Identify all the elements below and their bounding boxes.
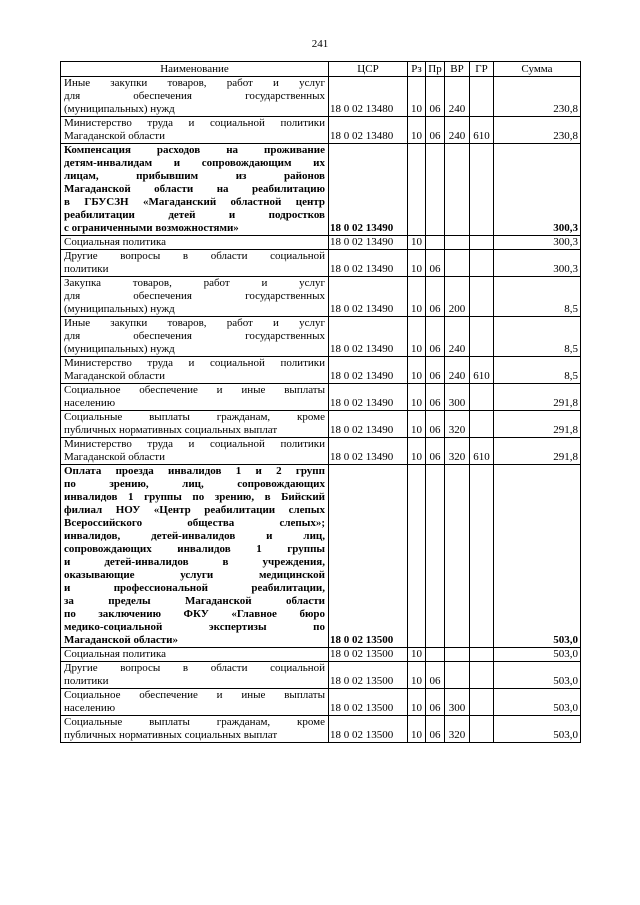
row-pr: 06	[426, 357, 445, 384]
row-rz: 10	[408, 411, 426, 438]
row-name-line: населению	[64, 702, 116, 714]
row-vr	[445, 144, 470, 236]
row-name	[61, 277, 329, 317]
table-row	[61, 144, 581, 236]
row-csr: 18 0 02 13490	[329, 236, 408, 250]
row-csr: 18 0 02 13500	[329, 465, 408, 648]
row-rz: 10	[408, 357, 426, 384]
table-row	[61, 77, 581, 117]
row-gr	[470, 648, 494, 662]
row-csr: 18 0 02 13490	[329, 144, 408, 236]
row-name-line: Иные закупки товаров, работ и услуг	[64, 317, 325, 329]
row-name	[61, 662, 329, 689]
row-gr	[470, 384, 494, 411]
row-rz: 10	[408, 317, 426, 357]
row-rz: 10	[408, 77, 426, 117]
row-csr: 18 0 02 13500	[329, 716, 408, 743]
row-name-line: инвалидов, детей-инвалидов и лиц,	[64, 530, 325, 542]
row-gr	[470, 689, 494, 716]
row-sum: 300,3	[494, 236, 581, 250]
row-gr	[470, 77, 494, 117]
row-gr	[470, 277, 494, 317]
row-name-line: реабилитации детей и подростков	[64, 209, 325, 221]
row-name-line: по заключению ФКУ «Главное бюро	[64, 608, 325, 620]
header-name: Наименование	[61, 62, 329, 77]
row-vr	[445, 236, 470, 250]
header-rz: Рз	[408, 62, 426, 77]
row-name-line: Социальные выплаты гражданам, кроме	[64, 411, 325, 423]
row-name-line: Магаданской области	[64, 130, 165, 142]
row-pr: 06	[426, 716, 445, 743]
table-row	[61, 117, 581, 144]
row-pr	[426, 465, 445, 648]
row-name-line: в ГБУСЗН «Магаданский областной центр	[64, 196, 325, 208]
row-gr	[470, 236, 494, 250]
row-rz: 10	[408, 277, 426, 317]
row-name-line: Социальные выплаты гражданам, кроме	[64, 716, 325, 728]
row-pr	[426, 144, 445, 236]
row-vr: 240	[445, 357, 470, 384]
row-rz: 10	[408, 236, 426, 250]
row-sum: 300,3	[494, 144, 581, 236]
row-name-line: Министерство труда и социальной политики	[64, 438, 325, 450]
row-gr	[470, 144, 494, 236]
row-name-line: оказывающие услуги медицинской	[64, 569, 325, 581]
row-gr: 610	[470, 117, 494, 144]
row-name-line: Социальное обеспечение и иные выплаты	[64, 384, 325, 396]
row-name	[61, 465, 329, 648]
row-csr: 18 0 02 13480	[329, 77, 408, 117]
row-name-line: для обеспечения государственных	[64, 290, 325, 302]
row-sum: 503,0	[494, 648, 581, 662]
row-name-line: для обеспечения государственных	[64, 90, 325, 102]
row-csr: 18 0 02 13490	[329, 250, 408, 277]
row-name	[61, 144, 329, 236]
row-pr: 06	[426, 317, 445, 357]
row-vr: 320	[445, 716, 470, 743]
row-sum: 503,0	[494, 662, 581, 689]
row-sum: 503,0	[494, 716, 581, 743]
row-gr	[470, 662, 494, 689]
row-name-line: (муниципальных) нужд	[64, 303, 175, 315]
row-name-line: медико-социальной экспертизы по	[64, 621, 325, 633]
row-pr: 06	[426, 277, 445, 317]
row-pr: 06	[426, 689, 445, 716]
row-name-line: публичных нормативных социальных выплат	[64, 729, 278, 741]
row-gr: 610	[470, 357, 494, 384]
table-row	[61, 689, 581, 716]
row-name-line: лицам, прибывшим из районов	[64, 170, 325, 182]
row-name-line: (муниципальных) нужд	[64, 343, 175, 355]
row-name	[61, 411, 329, 438]
row-name-line: Магаданской области	[64, 451, 165, 463]
row-gr	[470, 716, 494, 743]
row-csr: 18 0 02 13490	[329, 357, 408, 384]
row-name-line: и профессиональной реабилитации,	[64, 582, 325, 594]
row-rz	[408, 465, 426, 648]
row-pr: 06	[426, 117, 445, 144]
row-name	[61, 357, 329, 384]
row-name-line: политики	[64, 263, 109, 275]
row-name	[61, 317, 329, 357]
row-csr: 18 0 02 13490	[329, 438, 408, 465]
row-name	[61, 648, 329, 662]
row-name-line: сопровождающих инвалидов 1 группы	[64, 543, 325, 555]
row-pr: 06	[426, 438, 445, 465]
row-pr	[426, 648, 445, 662]
page-number: 241	[311, 38, 329, 50]
row-sum: 8,5	[494, 277, 581, 317]
row-vr: 320	[445, 411, 470, 438]
budget-table	[60, 61, 581, 743]
row-csr: 18 0 02 13490	[329, 317, 408, 357]
row-pr	[426, 236, 445, 250]
row-rz: 10	[408, 438, 426, 465]
row-rz: 10	[408, 117, 426, 144]
row-name-line: (муниципальных) нужд	[64, 103, 175, 115]
row-pr: 06	[426, 662, 445, 689]
row-pr: 06	[426, 384, 445, 411]
row-name-line: и детей-инвалидов в учреждения,	[64, 556, 325, 568]
row-vr: 320	[445, 438, 470, 465]
table-row	[61, 277, 581, 317]
row-name-line: Закупка товаров, работ и услуг	[64, 277, 325, 289]
row-gr	[470, 317, 494, 357]
row-rz	[408, 144, 426, 236]
table-row	[61, 662, 581, 689]
row-name-line: Министерство труда и социальной политики	[64, 357, 325, 369]
row-pr: 06	[426, 250, 445, 277]
header-sum: Сумма	[494, 62, 581, 77]
row-csr: 18 0 02 13500	[329, 689, 408, 716]
row-rz: 10	[408, 384, 426, 411]
row-sum: 230,8	[494, 77, 581, 117]
table-row	[61, 357, 581, 384]
row-sum: 8,5	[494, 357, 581, 384]
row-gr	[470, 411, 494, 438]
table-body	[61, 77, 581, 743]
row-rz: 10	[408, 689, 426, 716]
row-name	[61, 77, 329, 117]
row-vr	[445, 648, 470, 662]
row-name	[61, 236, 329, 250]
header-pr: Пр	[426, 62, 445, 77]
row-name-line: Другие вопросы в области социальной	[64, 662, 325, 674]
row-name	[61, 384, 329, 411]
row-name	[61, 716, 329, 743]
row-name-line: Другие вопросы в области социальной	[64, 250, 325, 262]
row-name-line: детям-инвалидам и сопровождающим их	[64, 157, 325, 169]
row-rz: 10	[408, 648, 426, 662]
table-row	[61, 236, 581, 250]
header-vr: ВР	[445, 62, 470, 77]
row-name-line: по зрению, лиц, сопровождающих	[64, 478, 325, 490]
header-csr: ЦСР	[329, 62, 408, 77]
row-sum: 300,3	[494, 250, 581, 277]
table-row	[61, 250, 581, 277]
row-name-line: Иные закупки товаров, работ и услуг	[64, 77, 325, 89]
row-name-line: населению	[64, 397, 116, 409]
row-name-line: Компенсация расходов на проживание	[64, 144, 325, 156]
table-row	[61, 465, 581, 648]
row-name-line: Социальная политика	[64, 236, 167, 248]
row-rz: 10	[408, 250, 426, 277]
row-sum: 291,8	[494, 411, 581, 438]
row-rz: 10	[408, 662, 426, 689]
row-vr	[445, 465, 470, 648]
row-gr	[470, 465, 494, 648]
row-sum: 230,8	[494, 117, 581, 144]
row-pr: 06	[426, 411, 445, 438]
row-csr: 18 0 02 13490	[329, 384, 408, 411]
table-row	[61, 384, 581, 411]
row-rz: 10	[408, 716, 426, 743]
row-name-line: политики	[64, 675, 109, 687]
row-vr	[445, 250, 470, 277]
row-name-line: Социальное обеспечение и иные выплаты	[64, 689, 325, 701]
row-sum: 8,5	[494, 317, 581, 357]
row-gr: 610	[470, 438, 494, 465]
row-name-line: публичных нормативных социальных выплат	[64, 424, 278, 436]
row-name-line: Магаданской области	[64, 370, 165, 382]
row-gr	[470, 250, 494, 277]
row-csr: 18 0 02 13480	[329, 117, 408, 144]
row-csr: 18 0 02 13500	[329, 662, 408, 689]
table-row	[61, 716, 581, 743]
row-name-line: Магаданской области»	[64, 634, 178, 646]
row-name	[61, 250, 329, 277]
row-name-line: с ограниченными возможностями»	[64, 222, 239, 234]
row-vr: 300	[445, 384, 470, 411]
row-csr: 18 0 02 13490	[329, 277, 408, 317]
row-name	[61, 117, 329, 144]
header-gr: ГР	[470, 62, 494, 77]
row-name	[61, 438, 329, 465]
row-vr	[445, 662, 470, 689]
row-vr: 240	[445, 77, 470, 117]
table-row	[61, 317, 581, 357]
row-sum: 503,0	[494, 465, 581, 648]
row-sum: 291,8	[494, 438, 581, 465]
row-name-line: Магаданской области на реабилитацию	[64, 183, 325, 195]
row-csr: 18 0 02 13500	[329, 648, 408, 662]
row-csr: 18 0 02 13490	[329, 411, 408, 438]
row-sum: 503,0	[494, 689, 581, 716]
table-row	[61, 438, 581, 465]
table-row	[61, 648, 581, 662]
row-name-line: Социальная политика	[64, 648, 167, 660]
row-name	[61, 689, 329, 716]
row-vr: 240	[445, 317, 470, 357]
row-vr: 240	[445, 117, 470, 144]
table-header-row	[61, 62, 581, 77]
table-row	[61, 411, 581, 438]
row-vr: 300	[445, 689, 470, 716]
row-sum: 291,8	[494, 384, 581, 411]
row-name-line: для обеспечения государственных	[64, 330, 325, 342]
row-pr: 06	[426, 77, 445, 117]
row-name-line: Всероссийского общества слепых»;	[64, 517, 325, 529]
row-name-line: Оплата проезда инвалидов 1 и 2 групп	[64, 465, 325, 477]
row-name-line: за пределы Магаданской области	[64, 595, 325, 607]
row-vr: 200	[445, 277, 470, 317]
row-name-line: инвалидов 1 группы по зрению, в Бийский	[64, 491, 325, 503]
row-name-line: Министерство труда и социальной политики	[64, 117, 325, 129]
row-name-line: филиал НОУ «Центр реабилитации слепых	[64, 504, 325, 516]
